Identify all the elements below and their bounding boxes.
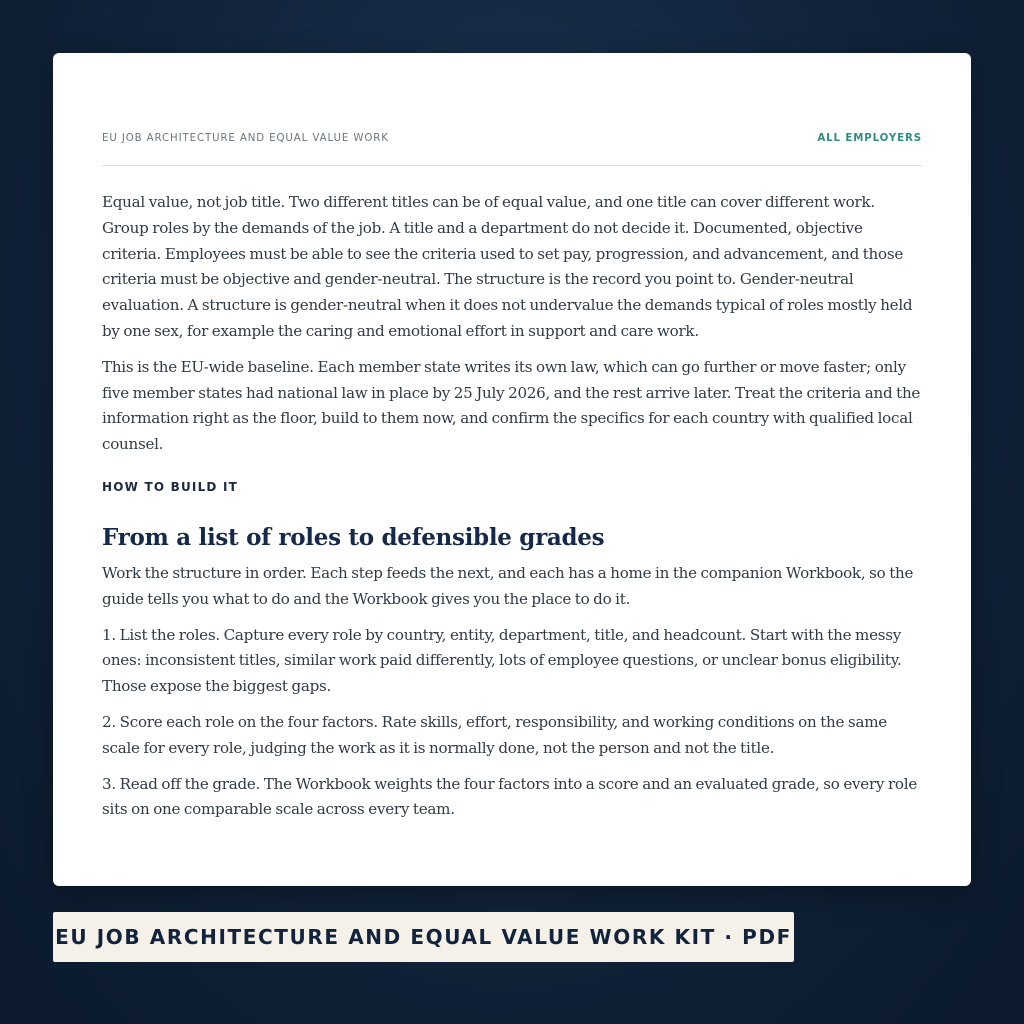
step-read-grade: 3. Read off the grade. The Workbook weights the four factors into a score and an evaluated grade, so every role sits on one comparable scale across every team.: [102, 774, 918, 819]
product-caption-label: EU JOB ARCHITECTURE AND EQUAL VALUE WORK KIT · PDF: [55, 925, 792, 949]
header-title: EU JOB ARCHITECTURE AND EQUAL VALUE WORK: [102, 133, 389, 144]
running-header: [102, 133, 922, 166]
section-lead-paragraph: Work the structure in order. Each step feeds the next, and each has a home in the companion Workbook, so the guide tells you what to do and the Workbook gives you the place to do it.: [102, 563, 914, 608]
baseline-paragraph: This is the EU-wide baseline. Each member state writes its own law, which can go further or move faster; only five member states had national law in place by 25 July 2026, and the rest arrive later. Treat the criteria and the information right as the floor, build to them now, and confirm the specifics for each country with qualified local counsel.: [102, 357, 921, 454]
section-eyebrow: HOW TO BUILD IT: [102, 479, 239, 494]
document-body: [102, 190, 924, 829]
product-caption: [53, 912, 794, 962]
section-heading: From a list of roles to defensible grades: [102, 523, 605, 551]
document-page: [53, 53, 971, 886]
header-audience-tag: ALL EMPLOYERS: [817, 133, 922, 144]
step-list-roles: 1. List the roles. Capture every role by country, entity, department, title, and headcount. Start with the messy ones: inconsistent titles, similar work paid differently, lots of employee questions, or unclear bonus eligibility. Those expose the biggest gaps.: [102, 625, 902, 696]
intro-paragraph: Equal value, not job title. Two different titles can be of equal value, and one title can cover different work. Group roles by the demands of the job. A title and a department do not decide it. Documented, objective criteria. Employees must be able to see the criteria used to set pay, progression, and advancement, and those criteria must be objective and gender-neutral. The structure is the record you point to. Gender-neutral evaluation. A structure is gender-neutral when it does not undervalue the demands typical of roles mostly held by one sex, for example the caring and emotional effort in support and care work.: [102, 193, 913, 340]
step-score-roles: 2. Score each role on the four factors. Rate skills, effort, responsibility, and working conditions on the same scale for every role, judging the work as it is normally done, not the person and not the title.: [102, 712, 887, 757]
